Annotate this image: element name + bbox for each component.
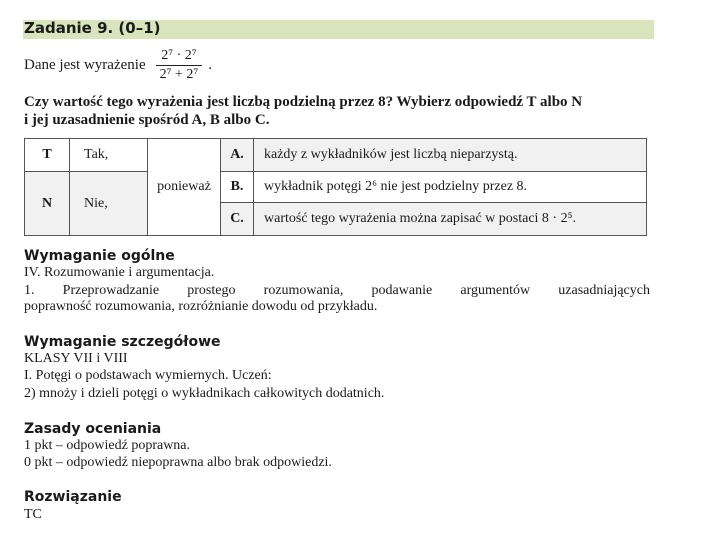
option-t-text: Tak, — [70, 139, 148, 172]
fraction-denominator: 2⁷ + 2⁷ — [159, 67, 199, 82]
reason-b-letter[interactable]: B. — [221, 172, 254, 203]
option-n-letter[interactable]: N — [25, 172, 70, 236]
scoring-line-2: 0 pkt – odpowiedź niepoprawna albo brak odpowiedzi. — [24, 455, 332, 470]
solution-title: Rozwiązanie — [24, 489, 122, 505]
expression-fraction — [156, 48, 203, 83]
option-t-letter[interactable]: T — [25, 139, 70, 172]
reason-b-text: wykładnik potęgi 2⁶ nie jest podzielny przez 8. — [254, 172, 647, 203]
option-n-text: Nie, — [70, 172, 148, 236]
expression-intro: Dane jest wyrażenie — [24, 57, 146, 73]
answer-table — [24, 138, 647, 236]
scoring-line-1: 1 pkt – odpowiedź poprawna. — [24, 438, 191, 453]
scoring-title: Zasady oceniania — [24, 421, 162, 437]
detailed-requirement-line-3: 2) mnoży i dzieli potęgi o wykładnikach całkowitych dodatnich. — [24, 386, 385, 401]
task-title: Zadanie 9. (0–1) — [24, 19, 161, 37]
detailed-requirement-line-2: I. Potęgi o podstawach wymiernych. Uczeń: — [24, 368, 272, 383]
question-line-2: i jej uzasadnienie spośród A, B albo C. — [24, 112, 270, 128]
general-requirement-line-3: poprawność rozumowania, rozróżnianie dowodu od przykładu. — [24, 299, 378, 314]
general-requirement-line-2: 1. Przeprowadzanie prostego rozumowania, podawanie argumentów uzasadniających — [24, 283, 650, 298]
question-line-1: Czy wartość tego wyrażenia jest liczbą podzielną przez 8? Wybierz odpowiedź T albo N — [24, 94, 583, 110]
fraction-numerator: 2⁷ · 2⁷ — [161, 48, 197, 63]
general-requirement-title: Wymaganie ogólne — [24, 248, 175, 264]
task-question — [24, 93, 654, 129]
detailed-requirement-title: Wymaganie szczegółowe — [24, 334, 221, 350]
expression-line — [24, 48, 212, 83]
reason-a-text: każdy z wykładników jest liczbą nieparzystą. — [254, 139, 647, 172]
detailed-requirement-line-1: KLASY VII i VIII — [24, 351, 128, 366]
reason-c-letter[interactable]: C. — [221, 203, 254, 236]
reason-a-letter[interactable]: A. — [221, 139, 254, 172]
solution-value: TC — [24, 507, 42, 522]
expression-period: . — [208, 57, 213, 73]
reason-c-text: wartość tego wyrażenia można zapisać w postaci 8 · 2⁵. — [254, 203, 647, 236]
general-requirement-line-1: IV. Rozumowanie i argumentacja. — [24, 265, 215, 280]
connector-cell: ponieważ — [148, 139, 221, 236]
